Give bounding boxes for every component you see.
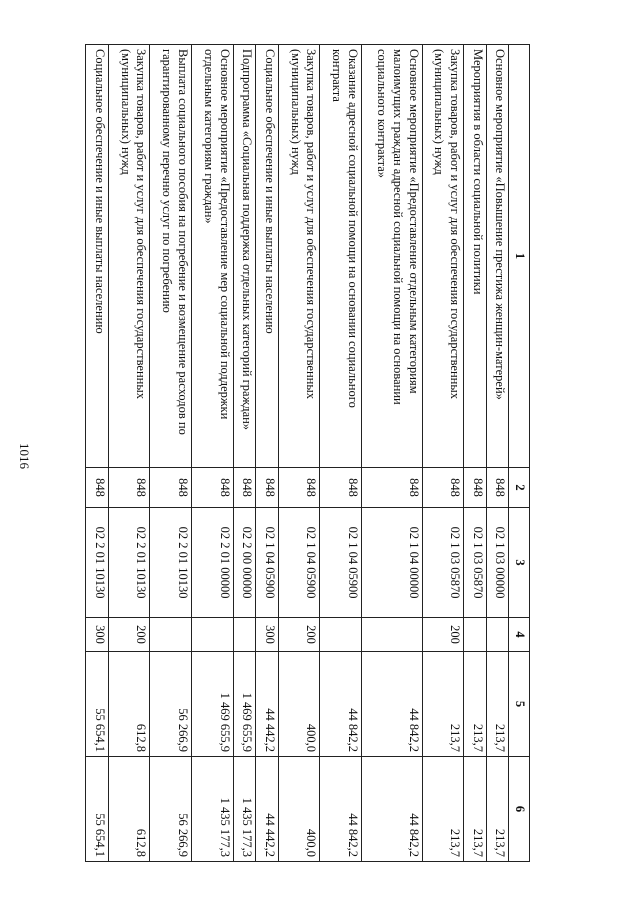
row-code: 848 (256, 468, 279, 508)
table-row (86, 45, 109, 862)
row-name: Закупка товаров, работ и услуг для обеспечения государственных (муниципальных) нужд (422, 45, 464, 468)
row-value-5: 400,0 (278, 652, 320, 757)
row-code: 848 (191, 468, 233, 508)
row-code: 848 (108, 468, 150, 508)
page-number: 1016 (17, 443, 32, 469)
row-group: 200 (108, 618, 150, 652)
row-group (486, 618, 509, 652)
row-name: Закупка товаров, работ и услуг для обеспечения государственных (муниципальных) нужд (108, 45, 150, 468)
row-target-code: 02 1 04 00000 (361, 508, 422, 618)
row-group (464, 618, 487, 652)
column-header: 1 (509, 45, 530, 468)
row-value-6: 44 842,2 (361, 757, 422, 862)
row-value-5: 213,7 (464, 652, 487, 757)
column-header: 6 (509, 757, 530, 862)
table-row (464, 45, 487, 862)
row-value-6: 56 266,9 (150, 757, 192, 862)
row-code: 848 (422, 468, 464, 508)
column-header: 2 (509, 468, 530, 508)
row-code: 848 (150, 468, 192, 508)
row-name: Основное мероприятие «Предоставление отдельным категориям малоимущих граждан адресной социальной помощи на основании социального контракта» (361, 45, 422, 468)
row-value-5: 612,8 (108, 652, 150, 757)
row-target-code: 02 1 03 00000 (486, 508, 509, 618)
table-row (233, 45, 256, 862)
row-target-code: 02 2 01 10130 (108, 508, 150, 618)
row-code: 848 (464, 468, 487, 508)
table-header-row (509, 45, 530, 862)
row-value-6: 44 442,2 (256, 757, 279, 862)
row-target-code: 02 1 04 05900 (256, 508, 279, 618)
row-target-code: 02 1 04 05900 (320, 508, 362, 618)
row-group: 200 (278, 618, 320, 652)
row-name: Закупка товаров, работ и услуг для обеспечения государственных (муниципальных) нужд (278, 45, 320, 468)
table-row (191, 45, 233, 862)
row-value-6: 213,7 (486, 757, 509, 862)
row-target-code: 02 2 00 00000 (233, 508, 256, 618)
table-row (256, 45, 279, 862)
table-row (486, 45, 509, 862)
table-row (278, 45, 320, 862)
row-name: Мероприятия в области социальной политики (464, 45, 487, 468)
budget-table-container (85, 44, 530, 861)
row-target-code: 02 2 01 10130 (150, 508, 192, 618)
row-target-code: 02 1 04 05900 (278, 508, 320, 618)
row-value-5: 213,7 (422, 652, 464, 757)
row-value-6: 1 435 177,3 (233, 757, 256, 862)
row-target-code: 02 2 01 00000 (191, 508, 233, 618)
row-group (320, 618, 362, 652)
column-header: 3 (509, 508, 530, 618)
row-value-6: 213,7 (464, 757, 487, 862)
column-header: 5 (509, 652, 530, 757)
row-code: 848 (278, 468, 320, 508)
row-value-5: 44 842,2 (361, 652, 422, 757)
table-row (320, 45, 362, 862)
row-group (150, 618, 192, 652)
row-value-5: 55 654,1 (86, 652, 109, 757)
row-value-6: 44 842,2 (320, 757, 362, 862)
row-group (361, 618, 422, 652)
row-group: 200 (422, 618, 464, 652)
row-code: 848 (320, 468, 362, 508)
row-value-5: 44 442,2 (256, 652, 279, 757)
table-row (150, 45, 192, 862)
row-name: Оказание адресной социальной помощи на основании социального контракта (320, 45, 362, 468)
row-value-5: 56 266,9 (150, 652, 192, 757)
row-value-6: 400,0 (278, 757, 320, 862)
row-name: Основное мероприятие «Повышение престижа женщин-матерей» (486, 45, 509, 468)
row-target-code: 02 2 01 10130 (86, 508, 109, 618)
row-name: Подпрограмма «Социальная поддержка отдельных категорий граждан» (233, 45, 256, 468)
row-value-5: 1 469 655,9 (191, 652, 233, 757)
budget-table (85, 44, 530, 862)
row-group: 300 (256, 618, 279, 652)
row-code: 848 (486, 468, 509, 508)
row-value-5: 213,7 (486, 652, 509, 757)
row-group: 300 (86, 618, 109, 652)
row-target-code: 02 1 03 05870 (422, 508, 464, 618)
row-code: 848 (233, 468, 256, 508)
table-row (422, 45, 464, 862)
table-row (108, 45, 150, 862)
row-value-6: 1 435 177,3 (191, 757, 233, 862)
row-name: Социальное обеспечение и иные выплаты населению (256, 45, 279, 468)
row-value-6: 612,8 (108, 757, 150, 862)
row-value-5: 1 469 655,9 (233, 652, 256, 757)
row-code: 848 (86, 468, 109, 508)
row-group (233, 618, 256, 652)
row-value-5: 44 842,2 (320, 652, 362, 757)
row-group (191, 618, 233, 652)
row-target-code: 02 1 03 05870 (464, 508, 487, 618)
column-header: 4 (509, 618, 530, 652)
row-name: Основное мероприятие «Предоставление мер социальной поддержки отдельным категориям граждан» (191, 45, 233, 468)
row-code: 848 (361, 468, 422, 508)
row-name: Социальное обеспечение и иные выплаты населению (86, 45, 109, 468)
row-name: Выплата социального пособия на погребение и возмещение расходов по гарантированному перечню услуг по погребению (150, 45, 192, 468)
row-value-6: 213,7 (422, 757, 464, 862)
row-value-6: 55 654,1 (86, 757, 109, 862)
table-row (361, 45, 422, 862)
